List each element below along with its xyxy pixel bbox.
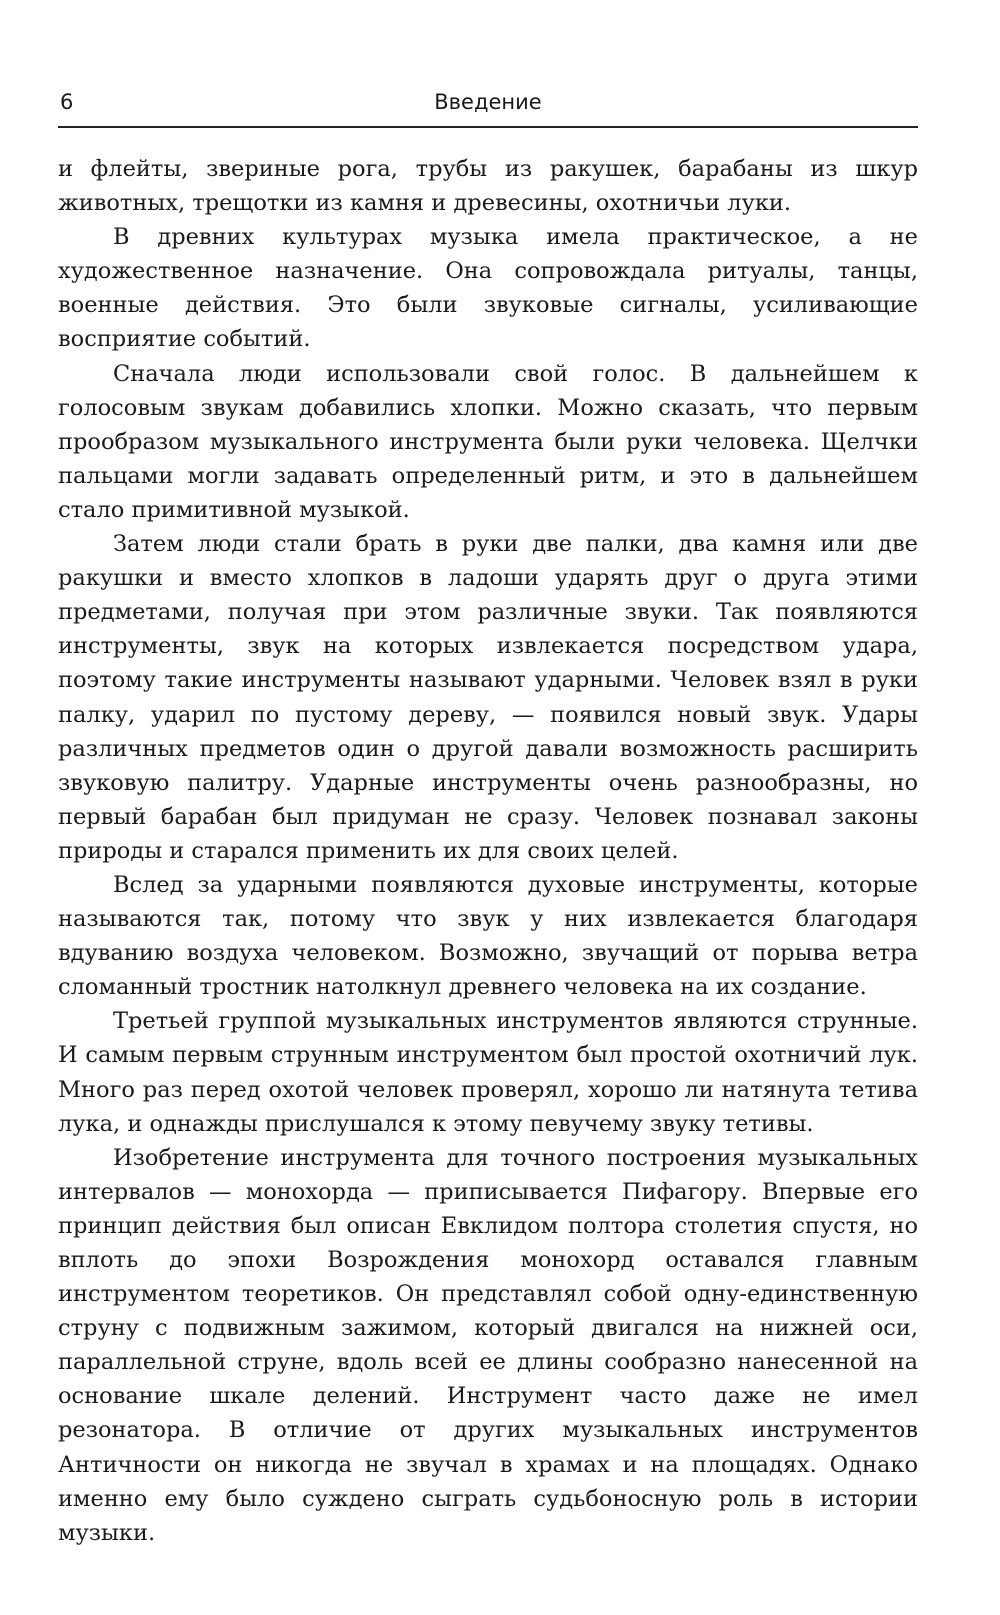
paragraph: Третьей группой музыкальных инструментов являются струнные. И самым первым струнным инструментом был простой охотничий лук. Много раз перед охотой человек проверял, хорошо ли натянута тетива лука, и однажды прислушался к этому певучему звуку тетивы.	[58, 1008, 918, 1137]
page-number: 6	[60, 90, 74, 114]
paragraph: и флейты, звериные рога, трубы из ракушек, барабаны из шкур животных, трещотки из камня и древесины, охотничьи луки.	[58, 156, 918, 217]
running-header	[58, 86, 918, 128]
paragraph: Затем люди стали брать в руки две палки, два камня или две ракушки и вместо хлопков в ладоши ударять друг о друга этими предметами, получая при этом различные звуки. Так появляются инструменты, звук на которых извлекается посредством удара, поэтому такие инструменты называют ударными. Человек взял в руки палку, ударил по пустому дереву, — появился новый звук. Удары различных предметов один о другой давали возможность расширить звуковую палитру. Ударные инструменты очень разнообразны, но первый барабан был придуман не сразу. Человек познавал законы природы и старался применить их для своих целей.	[58, 531, 918, 864]
body-text	[58, 152, 918, 1550]
section-title: Введение	[434, 90, 542, 114]
paragraph: Изобретение инструмента для точного построения музыкальных интервалов — монохорда — приписывается Пифагору. Впервые его принцип действия был описан Евклидом полтора столетия спустя, но вплоть до эпохи Возрождения монохорд оставался главным инструментом теоретиков. Он представлял собой одну-единственную струну с подвижным зажимом, который двигался на нижней оси, параллельной струне, вдоль всей ее длины сообразно нанесенной на основание шкале делений. Инструмент часто даже не имел резонатора. В отличие от других музыкальных инструментов Античности он никогда не звучал в храмах и на площадях. Однако именно ему было суждено сыграть судьбоносную роль в истории музыки.	[58, 1144, 918, 1546]
paragraph: Вслед за ударными появляются духовые инструменты, которые называются так, потому что звук у них извлекается благодаря вдуванию воздуха человеком. Возможно, звучащий от порыва ветра сломанный тростник натолкнул древнего человека на их создание.	[58, 871, 918, 1001]
paragraph: Сначала люди использовали свой голос. В дальнейшем к голосовым звукам добавились хлопки. Можно сказать, что первым прообразом музыкального инструмента были руки человека. Щелчки пальцами могли задавать определенный ритм, и это в дальнейшем стало примитивной музыкой.	[58, 360, 918, 523]
book-page	[58, 0, 918, 1615]
paragraph: В древних культурах музыка имела практическое, а не художественное назначение. Она сопровождала ритуалы, танцы, военные действия. Это были звуковые сигналы, усиливающие восприятие событий.	[58, 224, 918, 353]
